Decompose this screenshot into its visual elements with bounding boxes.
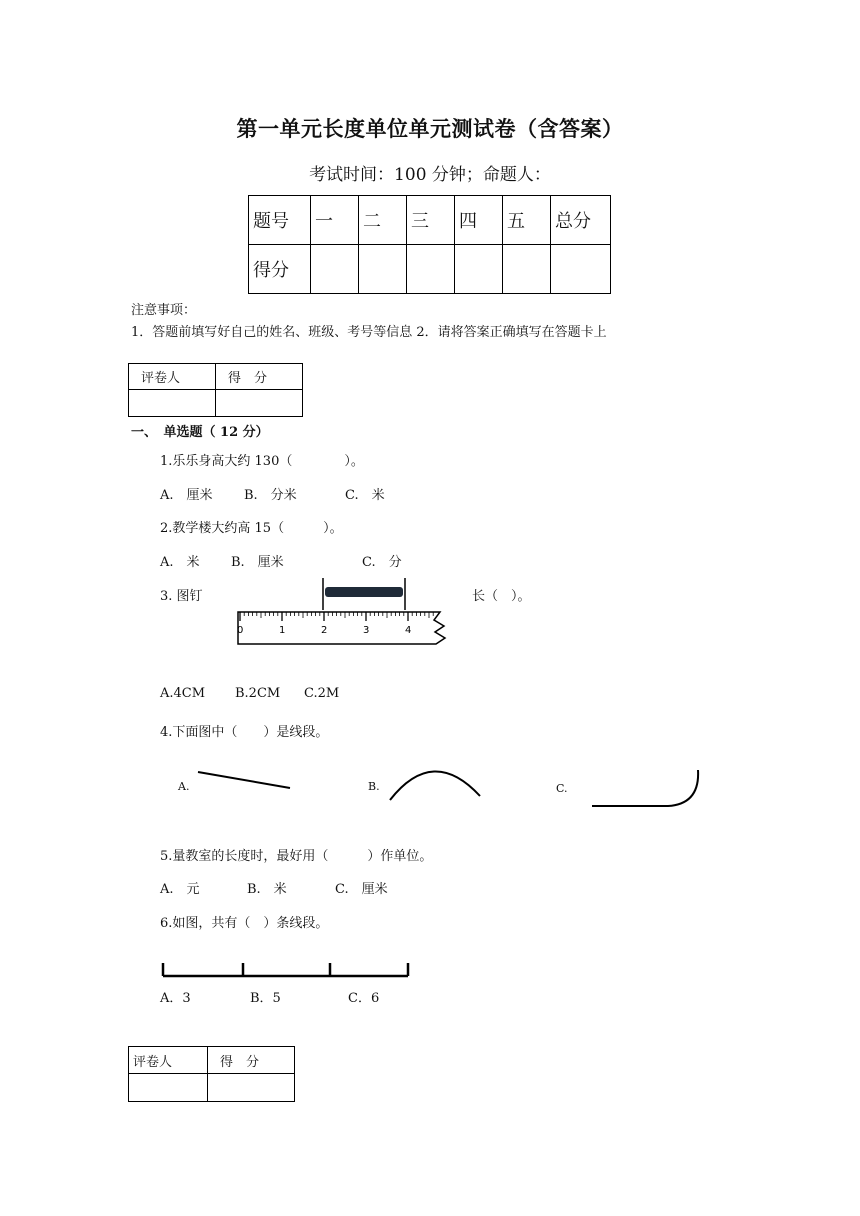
score-cell[interactable]: [208, 1074, 295, 1102]
score-table-header-row: [249, 196, 611, 245]
notes-heading: 注意事项：: [131, 303, 197, 318]
ruler-tick-label: 1: [279, 625, 286, 636]
question-2-option-a[interactable]: A. 米: [160, 555, 200, 570]
score-table: [248, 195, 611, 294]
ruler-tick-label: 2: [321, 625, 328, 636]
score-label: 得 分: [208, 1047, 295, 1074]
question-5-stem: 5.量教室的长度时，最好用（ ）作单位。: [160, 849, 433, 864]
score-cell[interactable]: [503, 245, 551, 294]
question-5-option-b[interactable]: B. 米: [247, 882, 287, 897]
straight-line-segment-figure: [190, 760, 300, 800]
question-4-option-c[interactable]: C.: [556, 782, 568, 795]
exam-subtitle: 考试时间：100 分钟；命题人：: [309, 165, 551, 185]
question-1-stem: 1.乐乐身高大约 130（ ）。: [160, 454, 364, 469]
header-cell: 一: [311, 196, 359, 245]
question-3-option-b[interactable]: B.2CM: [235, 686, 281, 701]
grader-table: [128, 363, 303, 417]
score-cell[interactable]: [455, 245, 503, 294]
question-6-option-a[interactable]: A．3: [160, 991, 191, 1006]
question-3-stem: 3. 图钉: [160, 589, 203, 604]
reviewer-label: 评卷人: [129, 1047, 208, 1074]
question-2-stem: 2.教学楼大约高 15（ ）。: [160, 521, 343, 536]
question-5-option-a[interactable]: A. 元: [160, 882, 200, 897]
notes-text: 1．答题前填写好自己的姓名、班级、考号等信息 2．请将答案正确填写在答题卡上: [131, 325, 607, 340]
ruler-tick-label: 0: [237, 625, 244, 636]
score-label: 得 分: [216, 364, 303, 390]
reviewer-cell[interactable]: [129, 390, 216, 417]
score-cell[interactable]: [551, 245, 611, 294]
question-6-option-c[interactable]: C．6: [348, 991, 380, 1006]
question-1-option-c[interactable]: C. 米: [345, 488, 385, 503]
question-4-stem: 4.下面图中（ ）是线段。: [160, 725, 329, 740]
question-3-option-c[interactable]: C.2M: [304, 686, 340, 701]
question-6-stem: 6.如图，共有（ ）条线段。: [160, 916, 329, 931]
curved-line-figure: [385, 760, 490, 810]
question-1-option-b[interactable]: B. 分米: [244, 488, 297, 503]
ruler-tick-label: 3: [363, 625, 370, 636]
page-title: 第一单元长度单位单元测试卷（含答案）: [236, 117, 624, 141]
ruler-tick-label: 4: [405, 625, 412, 636]
segment-count-figure: [158, 956, 413, 982]
score-cell[interactable]: [216, 390, 303, 417]
question-3-stem-tail: 长（ ）。: [472, 589, 531, 604]
score-cell[interactable]: [311, 245, 359, 294]
reviewer-label: 评卷人: [129, 364, 216, 390]
section-heading: 一、 单选题（ 12 分）: [131, 425, 269, 440]
header-cell: 二: [359, 196, 407, 245]
score-cell[interactable]: [407, 245, 455, 294]
question-1-option-a[interactable]: A. 厘米: [160, 488, 213, 503]
header-cell: 四: [455, 196, 503, 245]
question-2-option-b[interactable]: B. 厘米: [231, 555, 284, 570]
question-4-option-b[interactable]: B.: [368, 780, 380, 793]
question-5-option-c[interactable]: C. 厘米: [335, 882, 388, 897]
grader-table-2: [128, 1046, 295, 1102]
row-label: 得分: [249, 245, 311, 294]
question-4-option-a[interactable]: A.: [178, 780, 190, 793]
ruler-thumbtack-figure: [230, 574, 465, 649]
question-3-option-a[interactable]: A.4CM: [160, 686, 206, 701]
thumbtack-icon: [325, 587, 403, 597]
header-cell: 总分: [551, 196, 611, 245]
bent-line-figure: [588, 764, 706, 812]
question-2-option-c[interactable]: C. 分: [362, 555, 402, 570]
header-cell: 题号: [249, 196, 311, 245]
header-cell: 五: [503, 196, 551, 245]
header-cell: 三: [407, 196, 455, 245]
score-cell[interactable]: [359, 245, 407, 294]
reviewer-cell[interactable]: [129, 1074, 208, 1102]
score-table-score-row: [249, 245, 611, 294]
question-6-option-b[interactable]: B．5: [250, 991, 281, 1006]
